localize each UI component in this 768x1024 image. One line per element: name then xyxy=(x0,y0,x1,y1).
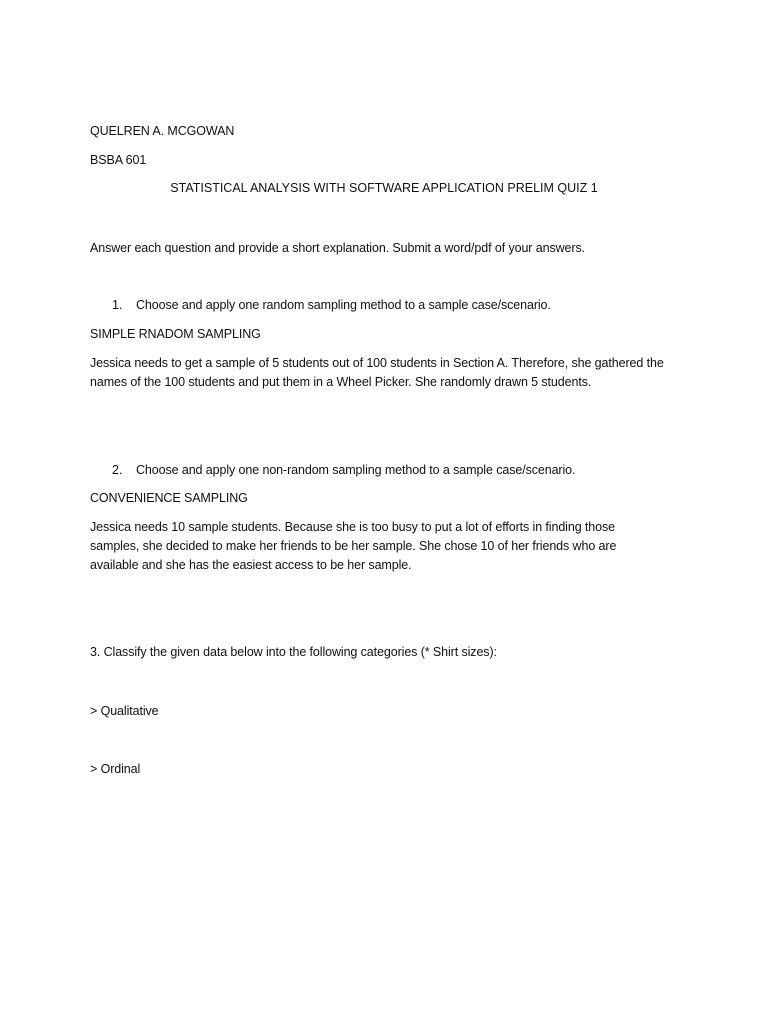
question-2-number: 2. xyxy=(112,463,123,477)
question-1-number: 1. xyxy=(112,298,123,312)
question-1 xyxy=(112,296,551,315)
question-2-answer-line: Jessica needs 10 sample students. Because she is too busy to put a lot of efforts in finding those xyxy=(90,520,616,534)
section-code: BSBA 601 xyxy=(90,153,147,167)
question-2-text: Choose and apply one non-random sampling method to a sample case/scenario. xyxy=(136,463,576,477)
question-2 xyxy=(112,461,575,480)
question-1-text: Choose and apply one random sampling method to a sample case/scenario. xyxy=(136,298,551,312)
quiz-title: STATISTICAL ANALYSIS WITH SOFTWARE APPLICATION PRELIM QUIZ 1 xyxy=(170,181,598,195)
question-3: 3. Classify the given data below into the following categories (* Shirt sizes): xyxy=(90,645,497,659)
question-1-method: SIMPLE RNADOM SAMPLING xyxy=(90,327,261,341)
question-1-answer-line: Jessica needs to get a sample of 5 students out of 100 students in Section A. Therefore, she gathered the xyxy=(90,356,664,370)
question-1-answer-line: names of the 100 students and put them in a Wheel Picker. She randomly drawn 5 students. xyxy=(90,375,592,389)
question-2-answer-line: samples, she decided to make her friends to be her sample. She chose 10 of her friends who are xyxy=(90,539,617,553)
question-3-option-ordinal: > Ordinal xyxy=(90,762,141,776)
student-name: QUELREN A. MCGOWAN xyxy=(90,124,235,138)
question-3-option-qualitative: > Qualitative xyxy=(90,704,159,718)
question-2-answer-line: available and she has the easiest access to be her sample. xyxy=(90,558,412,572)
question-2-method: CONVENIENCE SAMPLING xyxy=(90,491,248,505)
instructions: Answer each question and provide a short explanation. Submit a word/pdf of your answers. xyxy=(90,241,585,255)
